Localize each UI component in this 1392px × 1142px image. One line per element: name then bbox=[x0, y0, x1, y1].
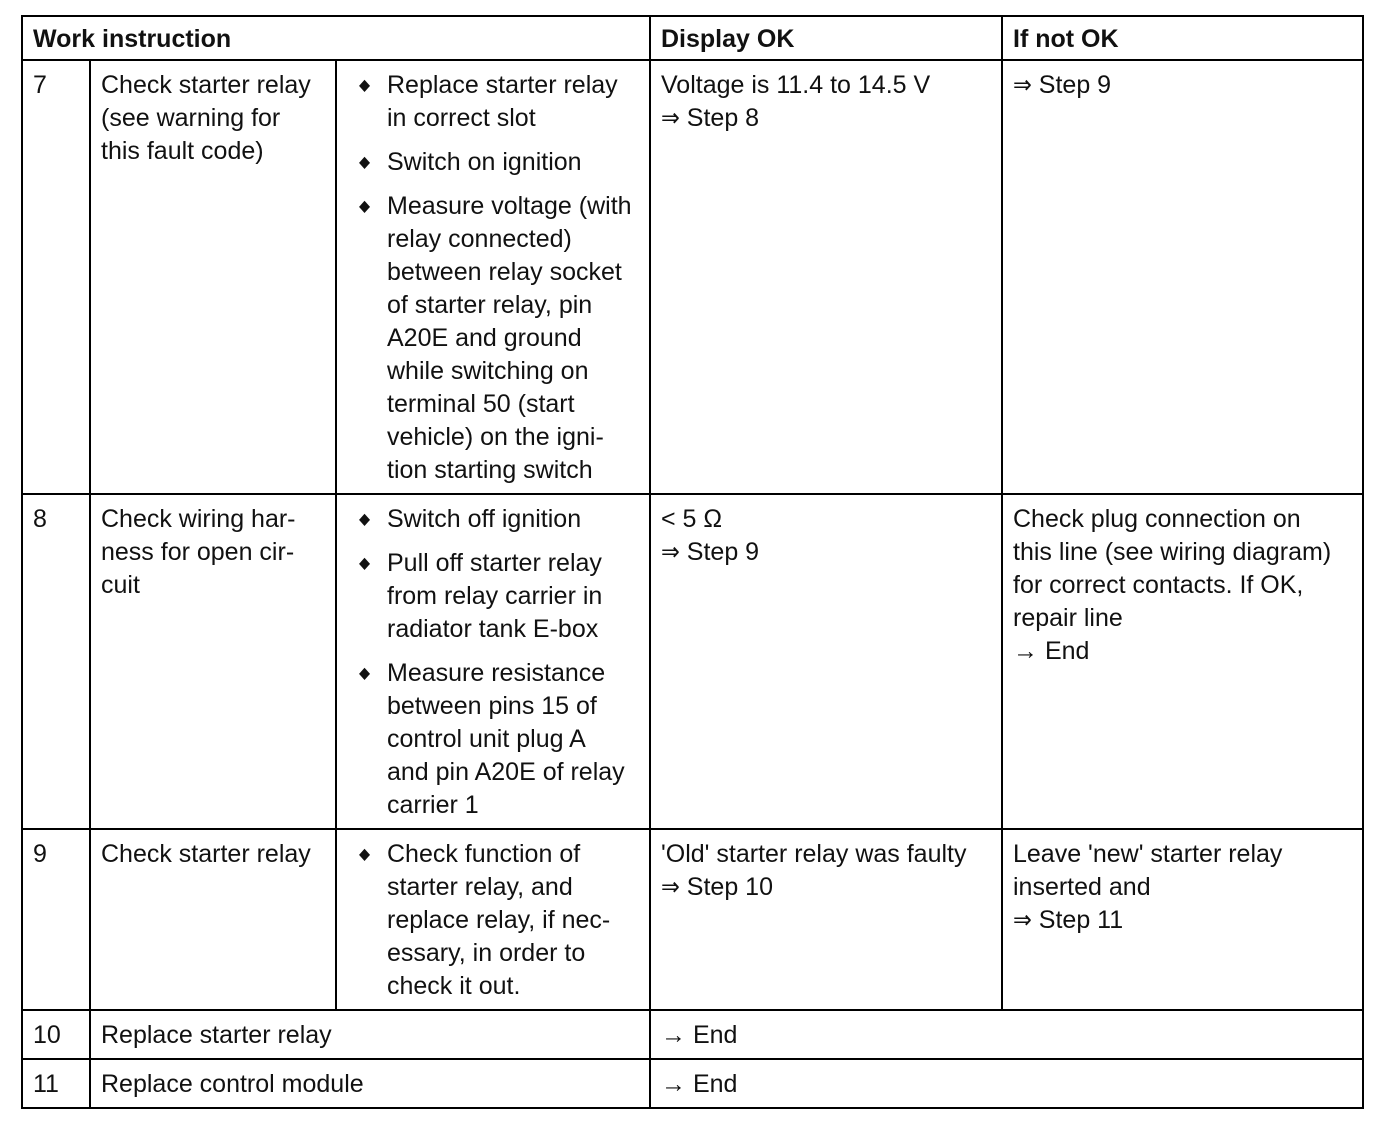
if-not-ok-cell bbox=[1002, 829, 1363, 1010]
simple-step-row bbox=[22, 1059, 1363, 1108]
instruction-line: check it out. bbox=[387, 972, 521, 1000]
bullet-diamond-icon: ◆ bbox=[359, 154, 371, 171]
step-number: 8 bbox=[22, 494, 90, 829]
display-ok-line: 'Old' starter relay was faulty bbox=[661, 840, 967, 868]
check-description bbox=[90, 60, 336, 494]
if-not-ok-line: this line (see wiring diagram) bbox=[1013, 538, 1332, 566]
instruction-item bbox=[347, 146, 639, 179]
instruction-list bbox=[347, 838, 639, 1003]
work-instruction-table bbox=[21, 15, 1364, 1109]
bullet-diamond-icon: ◆ bbox=[359, 198, 371, 215]
instruction-list-cell bbox=[336, 60, 650, 494]
instruction-line: in correct slot bbox=[387, 104, 536, 132]
instruction-line: Pull off starter relay bbox=[387, 549, 602, 577]
check-line: Check starter relay bbox=[101, 71, 311, 99]
instruction-line: essary, in order to bbox=[387, 939, 586, 967]
if-not-ok-line: Check plug connection on bbox=[1013, 505, 1301, 533]
if-not-ok-line: repair line bbox=[1013, 604, 1123, 632]
simple-step-row bbox=[22, 1010, 1363, 1059]
display-ok-line: Voltage is 11.4 to 14.5 V bbox=[661, 71, 931, 99]
header-row bbox=[22, 16, 1363, 60]
check-description bbox=[90, 494, 336, 829]
step-number: 11 bbox=[22, 1059, 90, 1108]
step-row bbox=[22, 494, 1363, 829]
instruction-item bbox=[347, 503, 639, 536]
instruction-line: starter relay, and bbox=[387, 873, 573, 901]
bullet-diamond-icon: ◆ bbox=[359, 555, 371, 572]
if-not-ok-cell bbox=[1002, 60, 1363, 494]
instruction-line: Switch on ignition bbox=[387, 148, 582, 176]
display-ok-line: ⇒ Step 8 bbox=[661, 104, 760, 132]
instruction-line: Check function of bbox=[387, 840, 581, 868]
header-if-not-ok: If not OK bbox=[1002, 16, 1363, 60]
instruction-line: relay connected) bbox=[387, 225, 572, 253]
instruction-line: while switching on bbox=[387, 357, 589, 385]
display-ok-cell bbox=[650, 494, 1002, 829]
instruction-line: Replace starter relay bbox=[387, 71, 618, 99]
instruction-item bbox=[347, 190, 639, 487]
check-line: ness for open cir- bbox=[101, 538, 295, 566]
instruction-line: A20E and ground bbox=[387, 324, 582, 352]
if-not-ok-line: inserted and bbox=[1013, 873, 1151, 901]
step-result: → End bbox=[650, 1010, 1363, 1059]
instruction-line: carrier 1 bbox=[387, 791, 479, 819]
bullet-diamond-icon: ◆ bbox=[359, 665, 371, 682]
instruction-item bbox=[347, 838, 639, 1003]
instruction-item bbox=[347, 547, 639, 646]
check-description bbox=[90, 829, 336, 1010]
check-line: Check starter relay bbox=[101, 840, 311, 868]
bullet-diamond-icon: ◆ bbox=[359, 511, 371, 528]
instruction-line: between relay socket bbox=[387, 258, 622, 286]
if-not-ok-line: → End bbox=[1013, 637, 1090, 665]
display-ok-cell bbox=[650, 829, 1002, 1010]
bullet-diamond-icon: ◆ bbox=[359, 77, 371, 94]
step-number: 7 bbox=[22, 60, 90, 494]
instruction-line: from relay carrier in bbox=[387, 582, 603, 610]
instruction-list bbox=[347, 69, 639, 487]
step-number: 10 bbox=[22, 1010, 90, 1059]
instruction-list bbox=[347, 503, 639, 822]
instruction-line: tion starting switch bbox=[387, 456, 593, 484]
instruction-item bbox=[347, 69, 639, 135]
instruction-line: radiator tank E-box bbox=[387, 615, 599, 643]
instruction-line: replace relay, if nec- bbox=[387, 906, 611, 934]
instruction-line: Measure voltage (with bbox=[387, 192, 632, 220]
instruction-line: between pins 15 of bbox=[387, 692, 597, 720]
instruction-line: vehicle) on the igni- bbox=[387, 423, 604, 451]
step-instruction: Replace starter relay bbox=[90, 1010, 650, 1059]
if-not-ok-line: for correct contacts. If OK, bbox=[1013, 571, 1304, 599]
check-line: cuit bbox=[101, 571, 140, 599]
if-not-ok-line: ⇒ Step 11 bbox=[1013, 906, 1124, 934]
if-not-ok-line: Leave 'new' starter relay bbox=[1013, 840, 1283, 868]
instruction-line: of starter relay, pin bbox=[387, 291, 593, 319]
step-number: 9 bbox=[22, 829, 90, 1010]
check-line: Check wiring har- bbox=[101, 505, 296, 533]
if-not-ok-cell bbox=[1002, 494, 1363, 829]
display-ok-line: ⇒ Step 10 bbox=[661, 873, 773, 901]
instruction-item bbox=[347, 657, 639, 822]
instruction-line: Measure resistance bbox=[387, 659, 606, 687]
check-line: this fault code) bbox=[101, 137, 264, 165]
instruction-list-cell bbox=[336, 494, 650, 829]
header-display-ok: Display OK bbox=[650, 16, 1002, 60]
display-ok-line: < 5 Ω bbox=[661, 505, 723, 533]
instruction-list-cell bbox=[336, 829, 650, 1010]
instruction-line: terminal 50 (start bbox=[387, 390, 575, 418]
instruction-line: and pin A20E of relay bbox=[387, 758, 625, 786]
display-ok-line: ⇒ Step 9 bbox=[661, 538, 760, 566]
display-ok-cell bbox=[650, 60, 1002, 494]
step-row bbox=[22, 60, 1363, 494]
instruction-line: control unit plug A bbox=[387, 725, 586, 753]
header-work-instruction: Work instruction bbox=[22, 16, 650, 60]
if-not-ok-line: ⇒ Step 9 bbox=[1013, 71, 1112, 99]
check-line: (see warning for bbox=[101, 104, 281, 132]
step-row bbox=[22, 829, 1363, 1010]
step-instruction: Replace control module bbox=[90, 1059, 650, 1108]
instruction-line: Switch off ignition bbox=[387, 505, 582, 533]
step-result: → End bbox=[650, 1059, 1363, 1108]
bullet-diamond-icon: ◆ bbox=[359, 846, 371, 863]
